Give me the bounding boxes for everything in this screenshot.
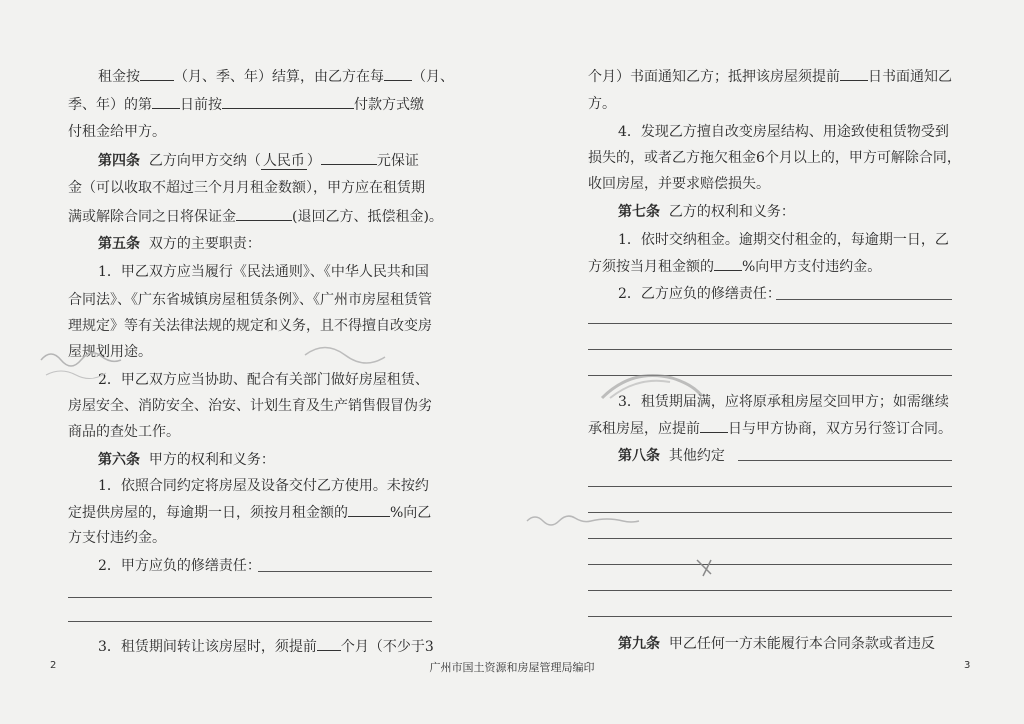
- article-4-line-3: [68, 206, 443, 227]
- article-7-p1-line-2: [588, 256, 881, 277]
- article-6-p3: [98, 636, 434, 657]
- other-terms-line-3[interactable]: [588, 512, 952, 513]
- article-7-heading: [618, 202, 795, 222]
- text: 甲方的权利和义务：: [148, 452, 275, 468]
- rent-day-field[interactable]: [152, 94, 180, 109]
- article-6-heading: [98, 450, 275, 470]
- other-terms-line-6[interactable]: [588, 590, 952, 591]
- publisher-footer: 广州市国土资源和房屋管理局编印: [429, 661, 595, 674]
- article-5-p1-line-1: 1．甲乙双方应当履行《民法通则》、《中华人民共和国: [98, 264, 429, 280]
- article-8-heading: [618, 446, 725, 466]
- tenant-repair-line-2[interactable]: [588, 323, 952, 324]
- payment-method-field[interactable]: [222, 94, 354, 109]
- other-terms-line-4[interactable]: [588, 538, 952, 539]
- text: 日与甲方协商，双方另行签订合同。: [728, 421, 952, 437]
- article-5-heading: [98, 234, 261, 254]
- article-7-title: 第七条: [618, 204, 660, 220]
- text: 3．租赁期间转让该房屋时，须提前: [98, 639, 317, 655]
- continuation-line-2: 方。: [588, 96, 616, 112]
- text: 季、年）的第: [68, 97, 152, 113]
- text: 双方的主要职责：: [148, 236, 261, 252]
- text: 个月）书面通知乙方；抵押该房屋须提前: [588, 69, 840, 85]
- tenant-repair-line-3[interactable]: [588, 349, 952, 350]
- text: %向甲方支付违约金。: [742, 259, 882, 275]
- text: 元保证: [376, 153, 419, 169]
- deposit-amount-field[interactable]: [321, 150, 377, 165]
- text: 日书面通知乙: [868, 69, 952, 85]
- article-6-title: 第六条: [98, 452, 140, 468]
- text: 定提供房屋的，每逾期一日，须按月租金额的: [68, 505, 348, 521]
- landlord-repair-field[interactable]: [258, 571, 432, 572]
- landlord-repair-line-2[interactable]: [68, 597, 432, 598]
- article-5-title: 第五条: [98, 236, 140, 252]
- text: %向乙: [390, 505, 432, 521]
- transfer-notice-field[interactable]: [317, 636, 341, 651]
- page-number-left: 2: [50, 660, 57, 671]
- other-terms-line-7[interactable]: [588, 616, 952, 617]
- faint-handwriting-mark: [522, 505, 662, 535]
- other-terms-line-5[interactable]: [588, 564, 952, 565]
- rent-line-2: [68, 94, 424, 115]
- rent-line-3: 付租金给甲方。: [68, 124, 166, 140]
- currency-field[interactable]: 人民币: [262, 153, 305, 169]
- text: （月、季、年）结算，由乙方在每: [174, 69, 384, 85]
- text: 个月（不少于3: [340, 639, 434, 655]
- text: ）: [306, 153, 321, 169]
- article-5-p1-line-3: 理规定》等有关法律法规的规定和义务，且不得擅自改变房: [68, 318, 432, 334]
- rent-line-1: [98, 66, 454, 87]
- text: 方须按当月租金额的: [588, 259, 714, 275]
- article-9-line-1: [618, 634, 935, 654]
- article-7-p3-line-2: [588, 418, 952, 439]
- text: 乙方向甲方交纳（: [148, 153, 261, 169]
- tenant-repair-line-4[interactable]: [588, 375, 952, 376]
- article-4-line-1: [98, 150, 419, 171]
- rent-cycle-field[interactable]: [384, 66, 412, 81]
- text: 租金按: [98, 69, 140, 85]
- renewal-notice-field[interactable]: [700, 418, 728, 433]
- article-6-p1-line-1: 1．依照合同约定将房屋及设备交付乙方使用。未按约: [98, 478, 429, 494]
- tenant-penalty-rate-field[interactable]: [714, 256, 742, 271]
- landlord-penalty-rate-field[interactable]: [348, 502, 390, 517]
- text: 乙方的权利和义务：: [668, 204, 795, 220]
- text: 承租房屋，应提前: [588, 421, 700, 437]
- article-7-p3-line-1: 3．租赁期届满，应将原承租房屋交回甲方；如需继续: [618, 394, 949, 410]
- text: (退回乙方、抵偿租金)。: [292, 209, 443, 225]
- article-7-p1-line-1: 1．依时交纳租金。逾期交付租金的，每逾期一日，乙: [618, 232, 949, 248]
- text: 付款方式缴: [354, 97, 424, 113]
- tenant-repair-field[interactable]: [776, 299, 952, 300]
- article-9-title: 第九条: [618, 636, 660, 652]
- article-7-p2: 2．乙方应负的修缮责任：: [618, 286, 781, 302]
- article-5-p2-line-1: 2．甲乙双方应当协助、配合有关部门做好房屋租赁、: [98, 372, 429, 388]
- article-8-title: 第八条: [618, 448, 660, 464]
- item-4-line-2: 损失的，或者乙方拖欠租金6个月以上的，甲方可解除合同，: [588, 150, 961, 166]
- article-6-p1-line-3: 方支付违约金。: [68, 530, 166, 546]
- article-6-p2: 2．甲方应负的修缮责任：: [98, 558, 261, 574]
- deposit-return-field[interactable]: [236, 206, 292, 221]
- article-4-title: 第四条: [98, 153, 140, 169]
- text: 其他约定: [668, 448, 725, 464]
- faint-mark: [692, 555, 722, 585]
- continuation-line-1: [588, 66, 952, 87]
- other-terms-field[interactable]: [738, 460, 952, 461]
- text: 日前按: [180, 97, 222, 113]
- item-4-line-1: 4．发现乙方擅自改变房屋结构、用途致使租赁物受到: [618, 124, 949, 140]
- item-4-line-3: 收回房屋，并要求赔偿损失。: [588, 176, 770, 192]
- mortgage-notice-field[interactable]: [840, 66, 868, 81]
- rent-period-field[interactable]: [140, 66, 174, 81]
- article-5-p2-line-3: 商品的查处工作。: [68, 424, 180, 440]
- landlord-repair-line-3[interactable]: [68, 621, 432, 622]
- article-5-p2-line-2: 房屋安全、消防安全、治安、计划生育及生产销售假冒伪劣: [68, 398, 432, 414]
- text: （月、: [412, 69, 454, 85]
- page-number-right: 3: [964, 660, 971, 671]
- other-terms-line-2[interactable]: [588, 486, 952, 487]
- right-page: [512, 0, 1024, 724]
- article-4-line-2: 金（可以收取不超过三个月月租金数额），甲方应在租赁期: [68, 180, 425, 196]
- article-5-p1-line-2: 合同法》、《广东省城镇房屋租赁条例》、《广州市房屋租赁管: [68, 292, 432, 308]
- text: 甲乙任何一方未能履行本合同条款或者违反: [668, 636, 935, 652]
- text: 满或解除合同之日将保证金: [68, 209, 236, 225]
- article-5-p1-line-4: 屋规划用途。: [68, 344, 152, 360]
- article-6-p1-line-2: [68, 502, 431, 523]
